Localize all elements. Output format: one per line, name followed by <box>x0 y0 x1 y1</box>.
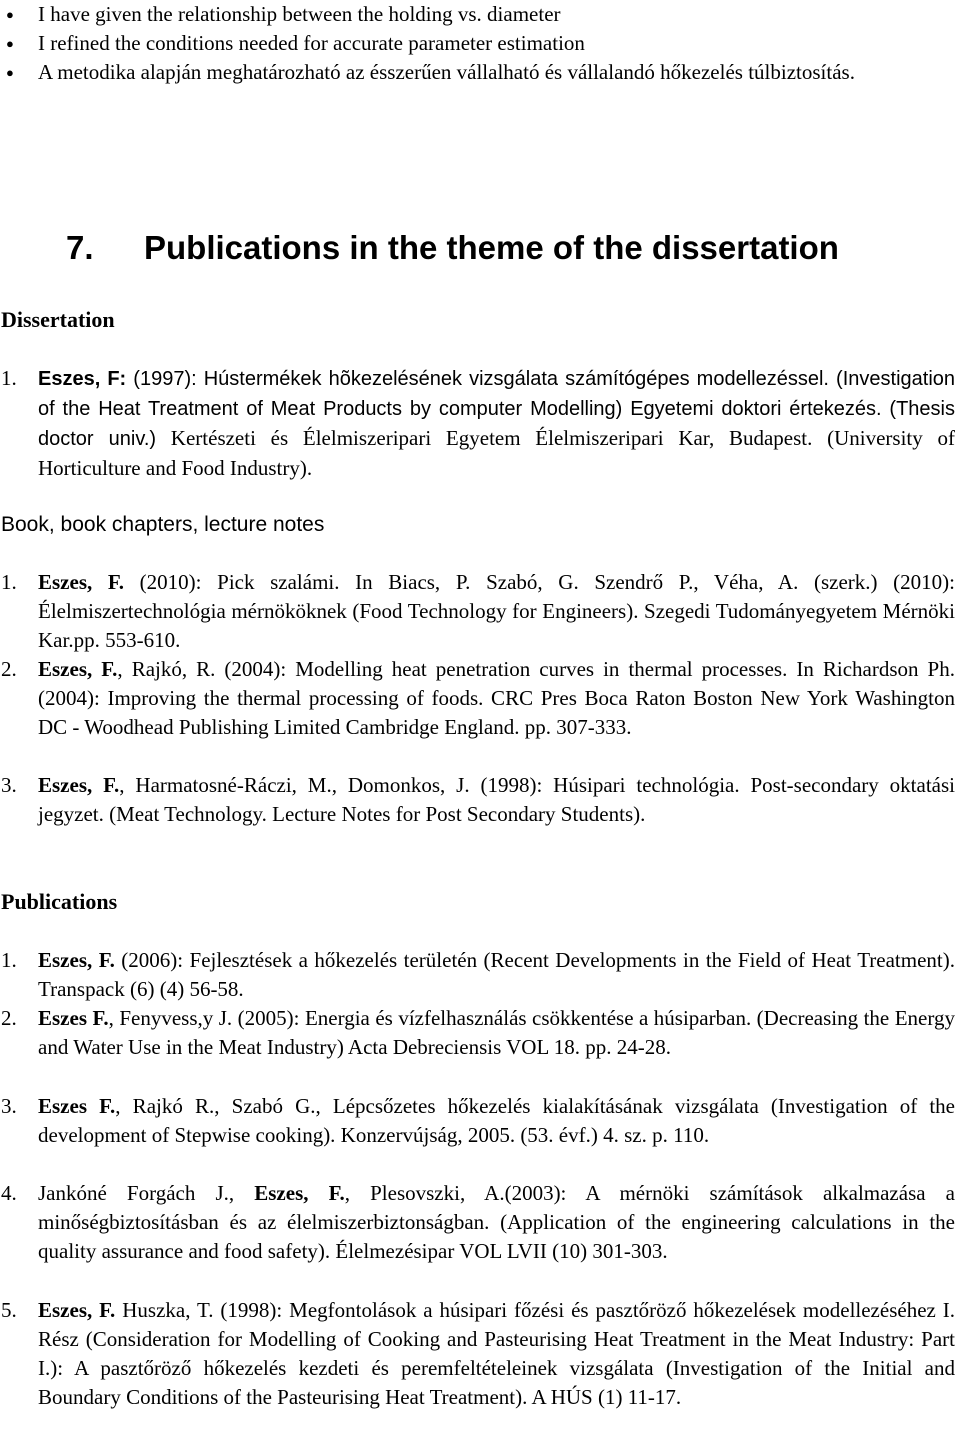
chapter-heading <box>66 226 839 270</box>
entry-author: Eszes F. <box>38 1094 116 1118</box>
entry-number: 1. <box>1 366 17 390</box>
entry-number: 4. <box>1 1181 17 1205</box>
entry-number: 3. <box>1 1094 17 1118</box>
dissertation-entry <box>0 364 955 483</box>
publication-entry <box>0 1004 955 1062</box>
entry-text: (Investigation of the Heat Treatment of Meat Products by computer Modelling) Egyetemi doktori értekezés. (Thesis doctor univ.) <box>38 368 956 450</box>
entry-number: 5. <box>1 1298 17 1322</box>
entry-author: Eszes, F. <box>38 773 120 797</box>
publication-entry <box>0 1179 955 1266</box>
publication-entry <box>0 1296 955 1412</box>
entry-text: , Rajkó, R. (2004): Modelling heat penetration curves in thermal processes. In Richardson Ph. (2004): Improving the thermal processing of foods. CRC Pres Boca Raton Boston New York Washington DC - Woodhead Publishing Limited Cambridge England. pp. 307-333. <box>38 657 955 739</box>
entry-number: 2. <box>1 657 17 681</box>
entry-text: , Fenyvess,y J. (2005): Energia és vízfelhasználás csökkentése a húsiparban. (Decreasing the Energy and Water Use in the Meat Industry) Acta Debreciensis VOL 18. pp. 24-28. <box>38 1006 955 1059</box>
entry-text: Kertészeti és Élelmiszeripari Egyetem Élelmiszeripari Kar, Budapest. (University of Horticulture and Food Industry). <box>38 426 955 480</box>
entry-number: 1. <box>1 570 17 594</box>
bullet-item: ● I have given the relationship between the holding vs. diameter <box>0 0 918 29</box>
book-entry <box>0 771 955 829</box>
entry-author: Eszes, F. <box>38 1298 116 1322</box>
entry-number: 1. <box>1 948 17 972</box>
section-title-publications: Publications <box>1 889 118 914</box>
entry-author: Eszes F. <box>38 1006 109 1030</box>
entry-author: Eszes, F. <box>38 948 115 972</box>
entry-text: , Harmatosné-Ráczi, M., Domonkos, J. (1998): Húsipari technológia. Post-secondary oktatási jegyzet. (Meat Technology. Lecture Notes for Post Secondary Students). <box>38 773 955 826</box>
publication-entry <box>0 946 955 1004</box>
entry-text: , Rajkó R., Szabó G., Lépcsőzetes hőkezelés kialakításának vizsgálata (Investigation of the development of Stepwise cooking). Konzervújság, 2005. (53. évf.) 4. sz. p. 110. <box>38 1094 955 1147</box>
entry-author: Eszes, F. <box>38 657 118 681</box>
results-bullet-list <box>0 0 960 87</box>
bullet-item: ● I refined the conditions needed for accurate parameter estimation <box>0 29 918 58</box>
chapter-title: Publications in the theme of the dissertation <box>144 229 839 266</box>
bullet-item: ● A metodika alapján meghatározható az ésszerűen vállalható és vállalandó hőkezelés túlbiztosítás. <box>0 58 918 87</box>
entry-text: (2010): Pick szalámi. In Biacs, P. Szabó, G. Szendrő P., Véha, A. (szerk.) (2010): Élelmiszertechnológia mérnököknek (Food Technology for Engineers). Szegedi Tudományegyetem Mérnöki Kar.pp. 553-610. <box>38 570 955 652</box>
entry-author: Eszes, F. <box>254 1181 345 1205</box>
publication-entry <box>0 1092 955 1150</box>
entry-text: Huszka, T. (1998): Megfontolások a húsipari főzési és pasztőröző hőkezelések modellezéséhez I. Rész (Consideration for Modelling of Cooking and Pasteurising Heat Treatment in the Meat Industry: Part I.): A pasztőröző hőkezelés kezdeti és peremfeltételeinek vizsgálata (Investigation of the Initial and Boundary Conditions of the Pasteurising Heat Treatment). A HÚS (1) 11-17. <box>38 1298 955 1409</box>
entry-number: 3. <box>1 773 17 797</box>
entry-text: (2006): Fejlesztések a hőkezelés területén (Recent Developments in the Field of Heat Treatment). Transpack (6) (4) 56-58. <box>38 948 955 1001</box>
entry-text: , Plesovszki, A.(2003): A mérnöki számítások alkalmazása a minőségbiztosításban és az élelmiszerbiztonságban. (Application of the engineering calculations in the quality assurance and food safety). Élelmezésipar VOL LVII (10) 301-303. <box>38 1181 955 1263</box>
entry-author: Eszes, F. <box>38 570 125 594</box>
book-entry <box>0 655 955 742</box>
entry-number: 2. <box>1 1006 17 1030</box>
entry-author: Eszes, F: <box>38 368 127 390</box>
entry-coauthor: Jankóné Forgách J., <box>38 1181 255 1205</box>
section-title-books: Book, book chapters, lecture notes <box>1 513 325 536</box>
section-title-dissertation: Dissertation <box>1 307 115 332</box>
book-entry <box>0 568 955 655</box>
chapter-number: 7. <box>66 229 94 266</box>
entry-text: (1997): Hústermékek hõkezelésének vizsgálata számítógépes modellezéssel. <box>126 368 829 390</box>
